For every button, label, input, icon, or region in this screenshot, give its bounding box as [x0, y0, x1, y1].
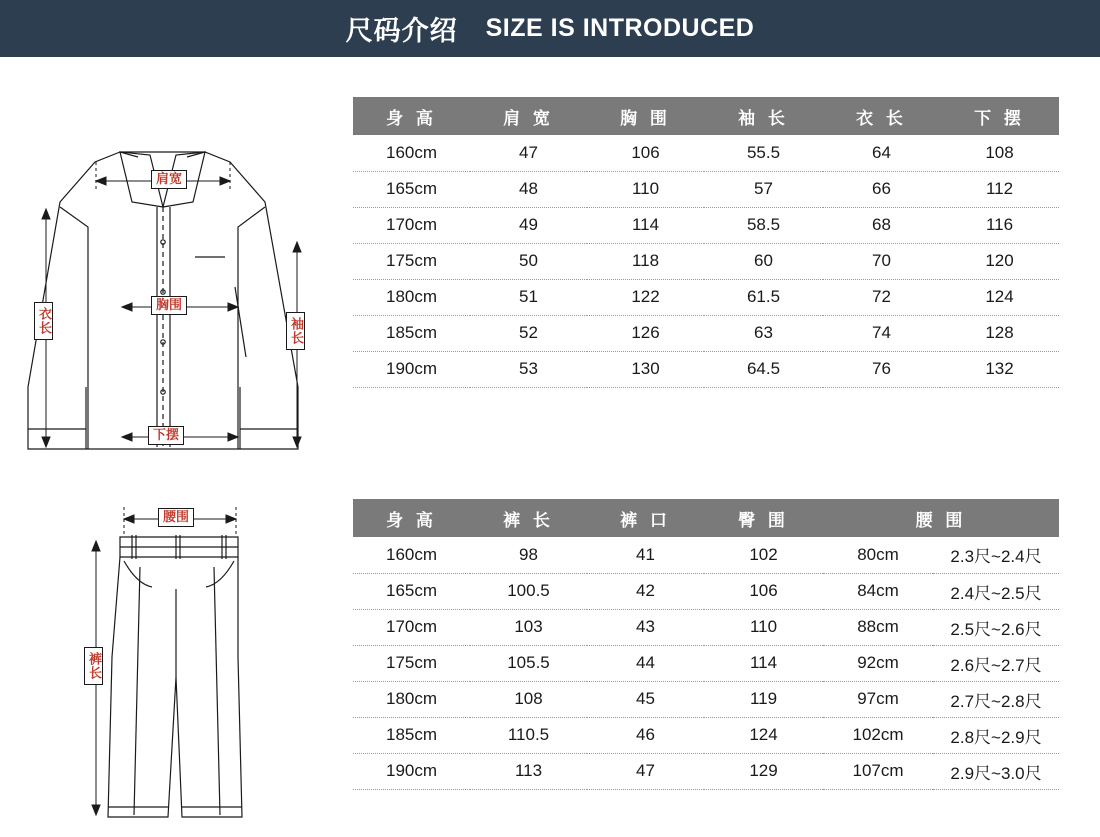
table-row [353, 351, 1059, 387]
cell-hip: 124 [704, 717, 823, 753]
cell-waist-chi: 2.9尺~3.0尺 [933, 753, 1059, 789]
shirt-section [0, 57, 1100, 477]
cell-chest: 110 [587, 171, 704, 207]
cell-pants-length: 105.5 [470, 645, 587, 681]
cell-hip: 114 [704, 645, 823, 681]
cell-waist-cm: 107cm [823, 753, 933, 789]
cell-height: 175cm [353, 243, 470, 279]
shirt-size-table [353, 97, 1059, 388]
cell-waist-chi: 2.8尺~2.9尺 [933, 717, 1059, 753]
th-length: 衣 长 [823, 97, 940, 135]
cell-height: 165cm [353, 573, 470, 609]
th-height: 身 高 [353, 499, 470, 537]
cell-height: 160cm [353, 537, 470, 573]
cell-pants-opening: 44 [587, 645, 704, 681]
page-title-en: SIZE IS INTRODUCED [485, 14, 755, 42]
cell-waist-cm: 97cm [823, 681, 933, 717]
cell-height: 175cm [353, 645, 470, 681]
table-row [353, 279, 1059, 315]
cell-height: 190cm [353, 351, 470, 387]
cell-sleeve: 55.5 [704, 135, 823, 171]
label-sleeve-length: 袖长 [286, 312, 305, 350]
th-waist: 腰 围 [823, 499, 1059, 537]
table-row [353, 717, 1059, 753]
cell-pants-length: 98 [470, 537, 587, 573]
table-row [353, 135, 1059, 171]
cell-pants-opening: 41 [587, 537, 704, 573]
label-pants-length: 裤长 [84, 647, 103, 685]
cell-hem: 128 [940, 315, 1059, 351]
cell-chest: 114 [587, 207, 704, 243]
th-hem: 下 摆 [940, 97, 1059, 135]
th-height: 身 高 [353, 97, 470, 135]
pants-section [0, 477, 1100, 837]
cell-sleeve: 58.5 [704, 207, 823, 243]
cell-hem: 108 [940, 135, 1059, 171]
page-header [0, 0, 1100, 57]
cell-pants-opening: 42 [587, 573, 704, 609]
cell-length: 74 [823, 315, 940, 351]
cell-sleeve: 57 [704, 171, 823, 207]
cell-pants-length: 110.5 [470, 717, 587, 753]
table-row [353, 207, 1059, 243]
cell-hem: 112 [940, 171, 1059, 207]
cell-height: 170cm [353, 207, 470, 243]
cell-pants-opening: 47 [587, 753, 704, 789]
cell-hip: 119 [704, 681, 823, 717]
label-garment-length: 衣长 [34, 302, 53, 340]
cell-hip: 110 [704, 609, 823, 645]
th-hip: 臀 围 [704, 499, 823, 537]
cell-pants-opening: 43 [587, 609, 704, 645]
cell-shoulder: 49 [470, 207, 587, 243]
th-sleeve: 袖 长 [704, 97, 823, 135]
cell-hem: 120 [940, 243, 1059, 279]
table-row [353, 753, 1059, 789]
cell-height: 180cm [353, 279, 470, 315]
cell-chest: 130 [587, 351, 704, 387]
cell-hem: 124 [940, 279, 1059, 315]
cell-shoulder: 53 [470, 351, 587, 387]
cell-waist-chi: 2.3尺~2.4尺 [933, 537, 1059, 573]
cell-pants-length: 103 [470, 609, 587, 645]
cell-sleeve: 63 [704, 315, 823, 351]
cell-waist-cm: 84cm [823, 573, 933, 609]
cell-waist-chi: 2.6尺~2.7尺 [933, 645, 1059, 681]
cell-height: 170cm [353, 609, 470, 645]
th-pants-length: 裤 长 [470, 499, 587, 537]
cell-hip: 102 [704, 537, 823, 573]
cell-pants-length: 100.5 [470, 573, 587, 609]
cell-height: 165cm [353, 171, 470, 207]
cell-hem: 116 [940, 207, 1059, 243]
label-shoulder-width: 肩宽 [151, 170, 187, 189]
cell-shoulder: 47 [470, 135, 587, 171]
cell-pants-length: 113 [470, 753, 587, 789]
cell-waist-cm: 80cm [823, 537, 933, 573]
cell-length: 64 [823, 135, 940, 171]
table-header-row [353, 499, 1059, 537]
label-hem: 下摆 [148, 426, 184, 445]
cell-pants-opening: 45 [587, 681, 704, 717]
shirt-diagram-svg [0, 57, 345, 477]
table-row [353, 609, 1059, 645]
pants-figure [0, 477, 345, 837]
table-row [353, 171, 1059, 207]
cell-pants-length: 108 [470, 681, 587, 717]
page-title-cn: 尺码介绍 [345, 16, 458, 46]
table-row [353, 537, 1059, 573]
cell-pants-opening: 46 [587, 717, 704, 753]
pants-diagram-svg [0, 477, 345, 837]
cell-sleeve: 64.5 [704, 351, 823, 387]
cell-chest: 106 [587, 135, 704, 171]
cell-length: 66 [823, 171, 940, 207]
cell-length: 68 [823, 207, 940, 243]
cell-chest: 118 [587, 243, 704, 279]
cell-shoulder: 50 [470, 243, 587, 279]
table-row [353, 681, 1059, 717]
cell-length: 72 [823, 279, 940, 315]
cell-height: 185cm [353, 315, 470, 351]
table-row [353, 315, 1059, 351]
label-waist: 腰围 [158, 508, 194, 527]
cell-shoulder: 48 [470, 171, 587, 207]
cell-hip: 106 [704, 573, 823, 609]
cell-sleeve: 60 [704, 243, 823, 279]
cell-waist-cm: 92cm [823, 645, 933, 681]
table-header-row [353, 97, 1059, 135]
cell-chest: 122 [587, 279, 704, 315]
cell-waist-chi: 2.7尺~2.8尺 [933, 681, 1059, 717]
cell-length: 70 [823, 243, 940, 279]
cell-waist-cm: 88cm [823, 609, 933, 645]
cell-waist-cm: 102cm [823, 717, 933, 753]
th-chest: 胸 围 [587, 97, 704, 135]
cell-waist-chi: 2.4尺~2.5尺 [933, 573, 1059, 609]
cell-length: 76 [823, 351, 940, 387]
table-row [353, 645, 1059, 681]
table-row [353, 243, 1059, 279]
th-shoulder: 肩 宽 [470, 97, 587, 135]
cell-height: 185cm [353, 717, 470, 753]
cell-sleeve: 61.5 [704, 279, 823, 315]
cell-height: 180cm [353, 681, 470, 717]
cell-shoulder: 51 [470, 279, 587, 315]
table-row [353, 573, 1059, 609]
shirt-table-wrap [345, 57, 1100, 477]
cell-waist-chi: 2.5尺~2.6尺 [933, 609, 1059, 645]
shirt-figure [0, 57, 345, 477]
cell-shoulder: 52 [470, 315, 587, 351]
pants-size-table [353, 499, 1059, 790]
cell-height: 160cm [353, 135, 470, 171]
cell-height: 190cm [353, 753, 470, 789]
pants-table-wrap [345, 477, 1100, 837]
cell-hip: 129 [704, 753, 823, 789]
cell-hem: 132 [940, 351, 1059, 387]
label-chest: 胸围 [151, 296, 187, 315]
cell-chest: 126 [587, 315, 704, 351]
th-pants-opening: 裤 口 [587, 499, 704, 537]
